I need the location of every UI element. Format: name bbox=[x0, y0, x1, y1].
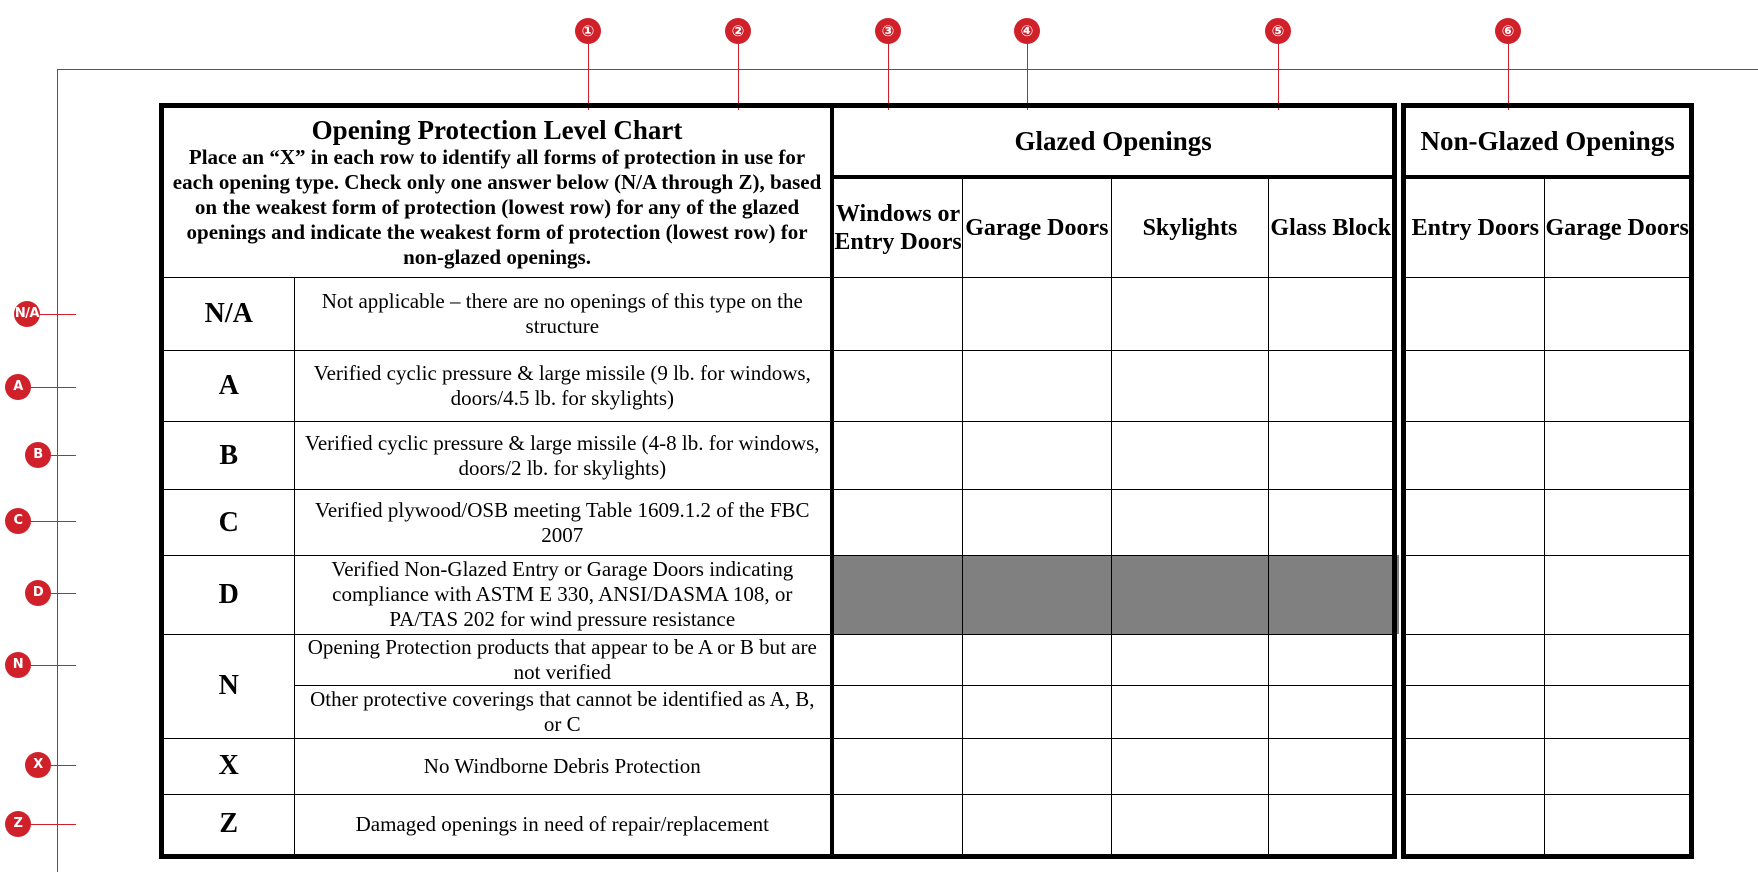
column-header-garage-doors: Garage Doors bbox=[963, 177, 1112, 278]
checkbox-cell[interactable] bbox=[1545, 685, 1692, 738]
row-marker-na: N/A bbox=[14, 301, 40, 327]
column-marker-6: ⑥ bbox=[1495, 18, 1521, 44]
non-glazed-openings-header: Non-Glazed Openings bbox=[1399, 106, 1691, 177]
checkbox-cell[interactable] bbox=[832, 794, 963, 856]
checkbox-cell[interactable] bbox=[1545, 738, 1692, 794]
checkbox-cell[interactable] bbox=[1545, 278, 1692, 351]
checkbox-cell[interactable] bbox=[1269, 278, 1400, 351]
checkbox-cell[interactable] bbox=[1269, 685, 1400, 738]
table-row bbox=[162, 490, 1692, 555]
level-label: N bbox=[162, 634, 295, 738]
level-description: Not applicable – there are no openings of this type on the structure bbox=[294, 278, 832, 351]
checkbox-cell[interactable] bbox=[1111, 634, 1269, 685]
level-description: Opening Protection products that appear to be A or B but are not verified bbox=[294, 634, 832, 685]
column-header-windows-entry-doors: Windows or Entry Doors bbox=[832, 177, 963, 278]
checkbox-cell[interactable] bbox=[1399, 351, 1545, 422]
checkbox-cell[interactable] bbox=[1399, 738, 1545, 794]
checkbox-cell[interactable] bbox=[1111, 490, 1269, 555]
row-marker-b: B bbox=[25, 442, 51, 468]
marker-line-4 bbox=[1027, 44, 1028, 110]
level-description: Verified Non-Glazed Entry or Garage Doors indicating compliance with ASTM E 330, ANSI/DASMA 108, or PA/TAS 202 for wind pressure resistance bbox=[294, 555, 832, 634]
marker-line-d bbox=[50, 593, 76, 594]
checkbox-cell[interactable] bbox=[963, 794, 1112, 856]
checkbox-cell[interactable] bbox=[1111, 278, 1269, 351]
table-row bbox=[162, 555, 1692, 634]
marker-line-3 bbox=[888, 44, 889, 110]
level-label: X bbox=[162, 738, 295, 794]
checkbox-cell[interactable] bbox=[1111, 738, 1269, 794]
checkbox-cell[interactable] bbox=[832, 351, 963, 422]
checkbox-cell[interactable] bbox=[832, 278, 963, 351]
checkbox-cell[interactable] bbox=[1545, 422, 1692, 490]
table-row bbox=[162, 634, 1692, 685]
column-marker-5: ⑤ bbox=[1265, 18, 1291, 44]
glazed-openings-header: Glazed Openings bbox=[832, 106, 1399, 177]
checkbox-cell[interactable] bbox=[1399, 634, 1545, 685]
level-label: Z bbox=[162, 794, 295, 856]
checkbox-cell[interactable] bbox=[832, 490, 963, 555]
column-marker-2: ② bbox=[725, 18, 751, 44]
checkbox-cell[interactable] bbox=[963, 738, 1112, 794]
table-row bbox=[162, 794, 1692, 856]
shaded-cell bbox=[963, 555, 1112, 634]
checkbox-cell[interactable] bbox=[1545, 490, 1692, 555]
checkbox-cell[interactable] bbox=[1269, 422, 1400, 490]
level-label: C bbox=[162, 490, 295, 555]
marker-line-5 bbox=[1278, 44, 1279, 110]
shaded-cell bbox=[1269, 555, 1400, 634]
column-marker-3: ③ bbox=[875, 18, 901, 44]
checkbox-cell[interactable] bbox=[1545, 794, 1692, 856]
checkbox-cell[interactable] bbox=[1545, 351, 1692, 422]
checkbox-cell[interactable] bbox=[963, 685, 1112, 738]
level-label: B bbox=[162, 422, 295, 490]
checkbox-cell[interactable] bbox=[1111, 422, 1269, 490]
checkbox-cell[interactable] bbox=[1399, 794, 1545, 856]
checkbox-cell[interactable] bbox=[1269, 634, 1400, 685]
table-row bbox=[162, 738, 1692, 794]
checkbox-cell[interactable] bbox=[963, 490, 1112, 555]
checkbox-cell[interactable] bbox=[963, 278, 1112, 351]
marker-line-6 bbox=[1508, 44, 1509, 110]
level-description: Verified cyclic pressure & large missile (9 lb. for windows, doors/4.5 lb. for skylights) bbox=[294, 351, 832, 422]
checkbox-cell[interactable] bbox=[963, 634, 1112, 685]
marker-line-na bbox=[38, 314, 76, 315]
checkbox-cell[interactable] bbox=[1269, 351, 1400, 422]
level-description: Verified cyclic pressure & large missile (4-8 lb. for windows, doors/2 lb. for skylights) bbox=[294, 422, 832, 490]
table-row bbox=[162, 685, 1692, 738]
shaded-cell bbox=[832, 555, 963, 634]
checkbox-cell[interactable] bbox=[1399, 278, 1545, 351]
row-marker-z: Z bbox=[5, 811, 31, 837]
table-row bbox=[162, 278, 1692, 351]
checkbox-cell[interactable] bbox=[1399, 490, 1545, 555]
level-label: D bbox=[162, 555, 295, 634]
checkbox-cell[interactable] bbox=[1399, 685, 1545, 738]
column-marker-4: ④ bbox=[1014, 18, 1040, 44]
column-header-glass-block: Glass Block bbox=[1269, 177, 1400, 278]
level-description: Other protective coverings that cannot be identified as A, B, or C bbox=[294, 685, 832, 738]
checkbox-cell[interactable] bbox=[1269, 794, 1400, 856]
chart-title: Opening Protection Level Chart bbox=[311, 115, 683, 146]
shaded-cell bbox=[1111, 555, 1269, 634]
marker-line-a bbox=[30, 387, 76, 388]
checkbox-cell[interactable] bbox=[832, 634, 963, 685]
column-header-skylights: Skylights bbox=[1111, 177, 1269, 278]
checkbox-cell[interactable] bbox=[832, 738, 963, 794]
checkbox-cell[interactable] bbox=[963, 422, 1112, 490]
column-header-entry-doors: Entry Doors bbox=[1399, 177, 1545, 278]
checkbox-cell[interactable] bbox=[1269, 490, 1400, 555]
marker-line-z bbox=[30, 824, 76, 825]
marker-line-c bbox=[30, 521, 76, 522]
checkbox-cell[interactable] bbox=[1111, 794, 1269, 856]
row-marker-a: A bbox=[5, 374, 31, 400]
checkbox-cell[interactable] bbox=[832, 422, 963, 490]
marker-line-x bbox=[50, 765, 76, 766]
checkbox-cell[interactable] bbox=[832, 685, 963, 738]
row-marker-c: C bbox=[5, 508, 31, 534]
marker-line-2 bbox=[738, 44, 739, 110]
level-description: No Windborne Debris Protection bbox=[294, 738, 832, 794]
checkbox-cell[interactable] bbox=[1399, 422, 1545, 490]
row-marker-x: X bbox=[25, 752, 51, 778]
checkbox-cell[interactable] bbox=[1111, 685, 1269, 738]
marker-line-n bbox=[30, 665, 76, 666]
marker-line-1 bbox=[588, 44, 589, 110]
level-label: N/A bbox=[162, 278, 295, 351]
column-header-non-glazed-garage-doors: Garage Doors bbox=[1545, 177, 1692, 278]
checkbox-cell[interactable] bbox=[1269, 738, 1400, 794]
opening-protection-table bbox=[159, 103, 1694, 859]
checkbox-cell[interactable] bbox=[1545, 555, 1692, 634]
checkbox-cell[interactable] bbox=[963, 351, 1112, 422]
row-marker-n: N bbox=[5, 652, 31, 678]
level-label: A bbox=[162, 351, 295, 422]
level-description: Damaged openings in need of repair/replacement bbox=[294, 794, 832, 856]
column-marker-1: ① bbox=[575, 18, 601, 44]
marker-line-b bbox=[50, 455, 76, 456]
checkbox-cell[interactable] bbox=[1545, 634, 1692, 685]
chart-instructions: Place an “X” in each row to identify all forms of protection in use for each opening type. Check only one answer below (N/A through Z), based on the weakest form of protection (lowest row) for any of the glazed openings and indicate the weakest form of protection (lowest row) for non-glazed openings. bbox=[172, 145, 822, 270]
table-row bbox=[162, 351, 1692, 422]
row-marker-d: D bbox=[25, 580, 51, 606]
checkbox-cell[interactable] bbox=[1111, 351, 1269, 422]
checkbox-cell[interactable] bbox=[1399, 555, 1545, 634]
chart-header-cell bbox=[162, 106, 833, 278]
level-description: Verified plywood/OSB meeting Table 1609.1.2 of the FBC 2007 bbox=[294, 490, 832, 555]
table-row bbox=[162, 422, 1692, 490]
